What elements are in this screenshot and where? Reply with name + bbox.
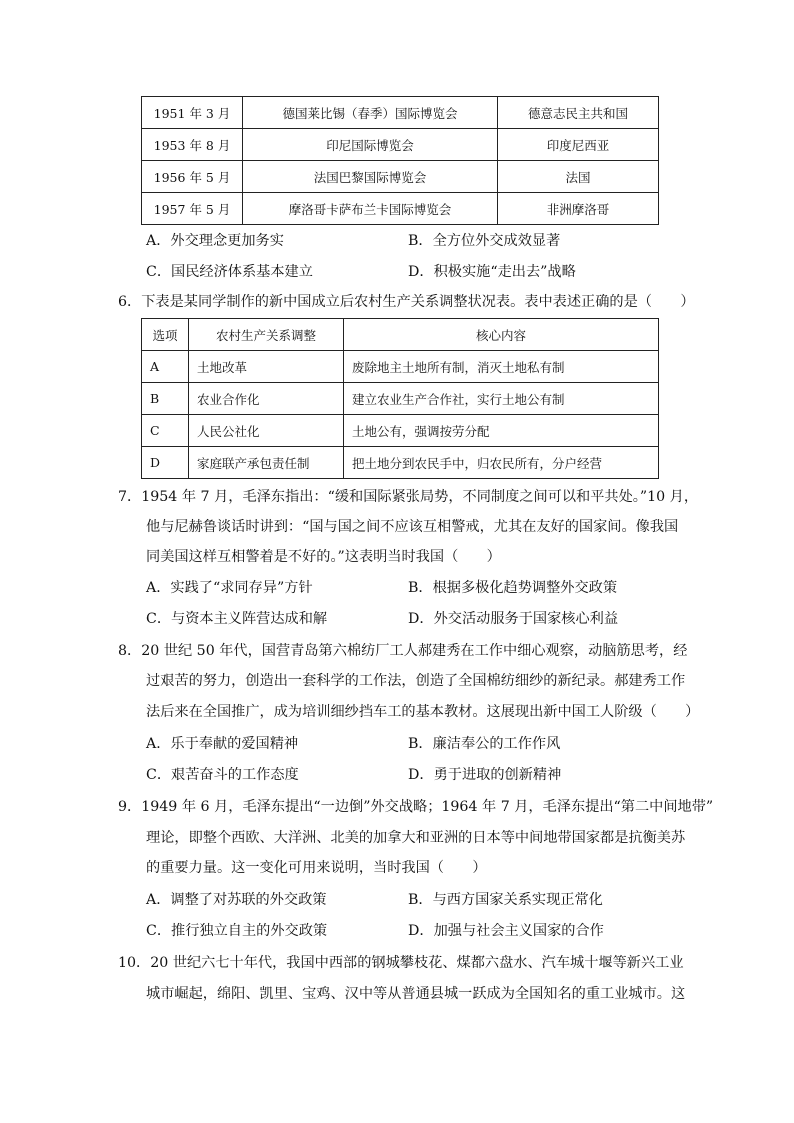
table-row <box>142 193 659 225</box>
question-7-line-2: 他与尼赫鲁谈话时讲到：“国与国之间不应该互相警戒，尤其在友好的国家间。像我国 <box>146 519 679 535</box>
question-8-line-1: 8．20 世纪 50 年代，国营青岛第六棉纺厂工人郝建秀在工作中细心观察，动脑筋思考，经 <box>118 643 688 659</box>
table-row <box>142 383 659 415</box>
option-c: C．国民经济体系基本建立 <box>146 264 313 280</box>
table-cell: D <box>142 447 189 479</box>
rural-relations-table <box>141 318 659 479</box>
table-cell: 德国莱比锡（春季）国际博览会 <box>243 97 498 129</box>
question-9-line-1: 9．1949 年 6 月，毛泽东提出“一边倒”外交战略；1964 年 7 月，毛泽东提出“第二中间地带” <box>118 799 714 815</box>
table-header-cell: 选项 <box>142 319 189 351</box>
table-cell: 家庭联产承包责任制 <box>189 447 344 479</box>
table-cell: 1956 年 5 月 <box>142 161 243 193</box>
option-b: B．廉洁奉公的工作作风 <box>408 736 561 752</box>
table-row <box>142 129 659 161</box>
table-cell: 印尼国际博览会 <box>243 129 498 161</box>
table-cell: 农业合作化 <box>189 383 344 415</box>
table-cell: 土地改革 <box>189 351 344 383</box>
table-cell: 印度尼西亚 <box>498 129 659 161</box>
table-cell: 废除地主土地所有制，消灭土地私有制 <box>344 351 659 383</box>
option-d: D．勇于进取的创新精神 <box>408 767 562 783</box>
option-c: C．推行独立自主的外交政策 <box>146 923 328 939</box>
option-a: A．调整了对苏联的外交政策 <box>146 892 327 908</box>
option-b: B．与西方国家关系实现正常化 <box>408 892 603 908</box>
table-header-row <box>142 319 659 351</box>
question-6-stem: 6．下表是某同学制作的新中国成立后农村生产关系调整状况表。表中表述正确的是（ ） <box>118 294 695 310</box>
table-row <box>142 351 659 383</box>
table-cell: 德意志民主共和国 <box>498 97 659 129</box>
question-8-line-3: 法后来在全国推广，成为培训细纱挡车工的基本教材。这展现出新中国工人阶级（ ） <box>146 704 700 720</box>
question-7-line-3: 同美国这样互相警着是不好的。”这表明当时我国（ ） <box>146 549 501 565</box>
question-8-line-2: 过艰苦的努力，创造出一套科学的工作法，创造了全国棉纺细纱的新纪录。郝建秀工作 <box>146 673 686 689</box>
option-a: A．实践了“求同存异”方针 <box>146 580 313 596</box>
question-10-line-1: 10．20 世纪六七十年代，我国中西部的钢城攀枝花、煤都六盘水、汽车城十堰等新兴工业 <box>118 955 684 971</box>
option-c: C．艰苦奋斗的工作态度 <box>146 767 299 783</box>
option-a: A．乐于奉献的爱国精神 <box>146 736 299 752</box>
table-row <box>142 415 659 447</box>
option-a: A．外交理念更加务实 <box>146 233 284 249</box>
table-cell: C <box>142 415 189 447</box>
table-cell: 1957 年 5 月 <box>142 193 243 225</box>
option-c: C．与资本主义阵营达成和解 <box>146 611 328 627</box>
question-10-line-2: 城市崛起，绵阳、凯里、宝鸡、汉中等从普通县城一跃成为全国知名的重工业城市。这 <box>146 986 686 1002</box>
table-cell: B <box>142 383 189 415</box>
table-row <box>142 447 659 479</box>
expo-table <box>141 96 659 225</box>
option-d: D．加强与社会主义国家的合作 <box>408 923 604 939</box>
option-d: D．外交活动服务于国家核心利益 <box>408 611 619 627</box>
table-cell: A <box>142 351 189 383</box>
table-cell: 人民公社化 <box>189 415 344 447</box>
table-cell: 把土地分到农民手中，归农民所有，分户经营 <box>344 447 659 479</box>
table-cell: 建立农业生产合作社，实行土地公有制 <box>344 383 659 415</box>
table-row <box>142 161 659 193</box>
table-cell: 摩洛哥卡萨布兰卡国际博览会 <box>243 193 498 225</box>
option-d: D．积极实施“走出去”战略 <box>408 264 576 280</box>
table-header-cell: 核心内容 <box>344 319 659 351</box>
table-cell: 土地公有，强调按劳分配 <box>344 415 659 447</box>
table-header-cell: 农村生产关系调整 <box>189 319 344 351</box>
table-cell: 1953 年 8 月 <box>142 129 243 161</box>
question-9-line-3: 的重要力量。这一变化可用来说明，当时我国（ ） <box>146 860 487 876</box>
option-b: B．全方位外交成效显著 <box>408 233 561 249</box>
table-cell: 法国 <box>498 161 659 193</box>
table-cell: 非洲摩洛哥 <box>498 193 659 225</box>
table-cell: 法国巴黎国际博览会 <box>243 161 498 193</box>
question-9-line-2: 理论，即整个西欧、大洋洲、北美的加拿大和亚洲的日本等中间地带国家都是抗衡美苏 <box>146 830 686 846</box>
table-row <box>142 97 659 129</box>
question-7-line-1: 7．1954 年 7 月，毛泽东指出：“缓和国际紧张局势，不同制度之间可以和平共处。”10 月， <box>118 489 699 505</box>
option-b: B．根据多极化趋势调整外交政策 <box>408 580 618 596</box>
table-cell: 1951 年 3 月 <box>142 97 243 129</box>
